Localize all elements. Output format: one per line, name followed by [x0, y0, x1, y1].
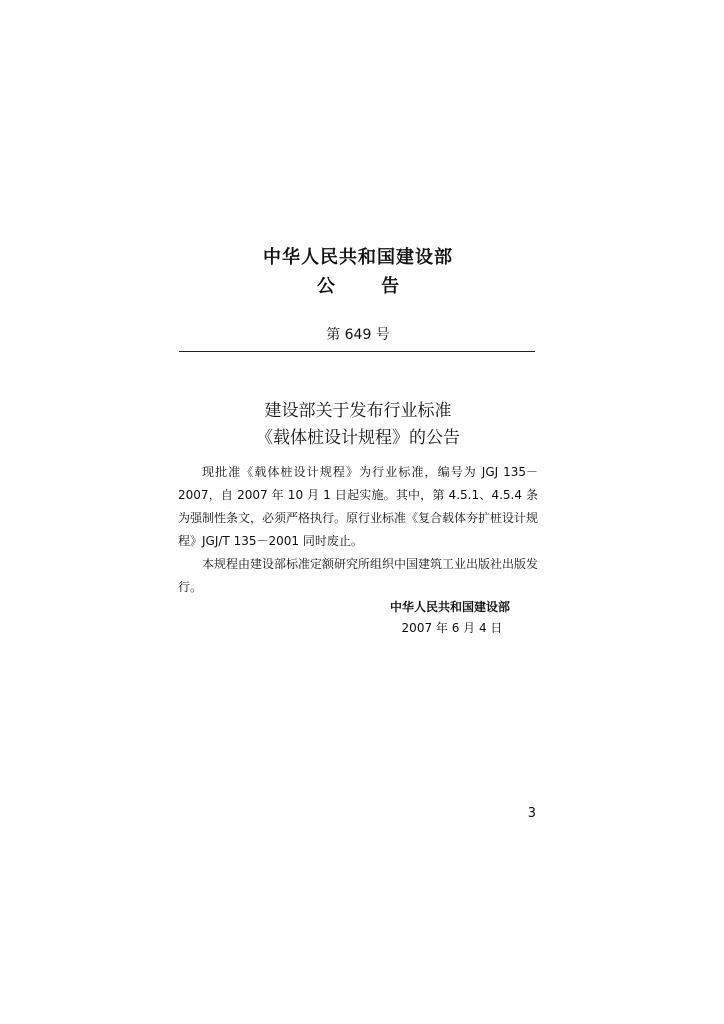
- body-paragraph-2: 本规程由建设部标准定额研究所组织中国建筑工业出版社出版发行。: [178, 557, 539, 594]
- signature-date: 2007 年 6 月 4 日: [401, 621, 503, 635]
- notice-number: 第 649 号: [326, 327, 390, 343]
- body-text: [178, 461, 538, 599]
- ministry-name: 中华人民共和国建设部: [263, 247, 453, 268]
- heading-line-2: 《载体桩设计规程》的公告: [256, 428, 460, 448]
- announcement-title: 公 告: [316, 276, 400, 297]
- page-number: 3: [527, 806, 536, 821]
- body-paragraph-1: 现批准《载体桩设计规程》为行业标准，编号为 JGJ 135－2007，自 2007 年 10 月 1 日起实施。其中，第 4.5.1、4.5.4 条为强制性条文，必须严格执行。原行业标准《复合载体夯扩桩设计规程》JGJ/T 135－2001 同时废止。: [178, 465, 539, 548]
- heading-line-1: 建设部关于发布行业标准: [264, 401, 452, 421]
- header-divider: [179, 351, 535, 352]
- signature-organization: 中华人民共和国建设部: [389, 600, 510, 614]
